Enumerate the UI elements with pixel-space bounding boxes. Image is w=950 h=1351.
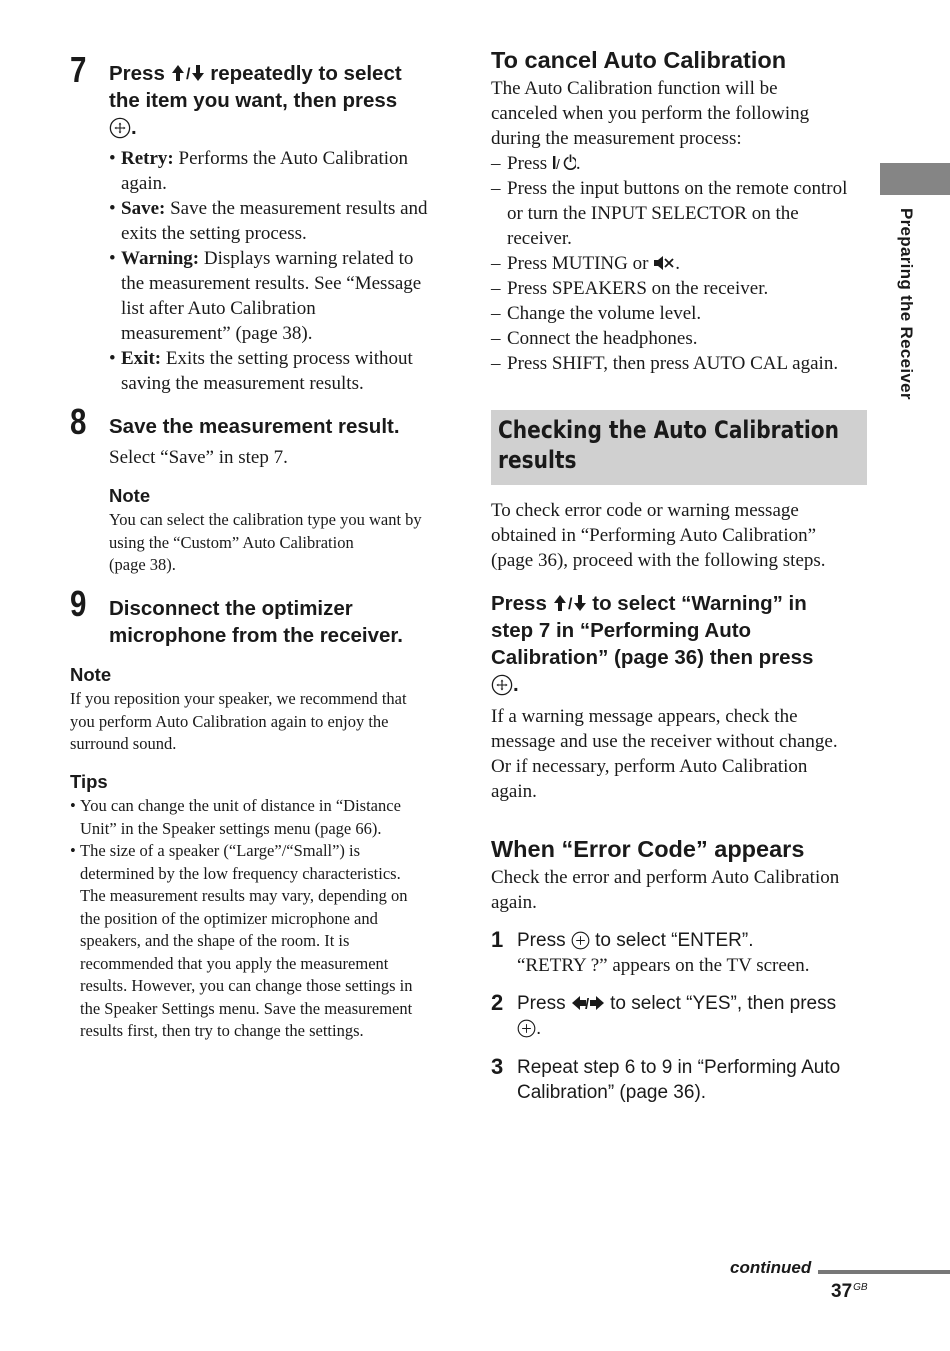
tip-item: • You can change the unit of distance in “Distance Unit” in the Speaker settings menu (page 66). <box>70 796 401 838</box>
svg-text:/: / <box>567 596 573 612</box>
cancel-item-suffix: . <box>675 253 680 274</box>
note-line: You can select the calibration type you want by <box>109 510 422 529</box>
option-text: exits the setting process. <box>121 223 307 244</box>
tip-line: results. However, you can change those settings in <box>80 976 413 995</box>
cancel-intro <box>491 76 871 151</box>
cancel-item-text: Change the volume level. <box>507 303 702 324</box>
intro-line: during the measurement process: <box>491 128 742 149</box>
enter-button-icon <box>517 1019 536 1038</box>
option-text: list after Auto Calibration <box>121 298 316 319</box>
step-7-heading-rest: repeatedly to select <box>210 62 402 85</box>
press-heading-line2: step 7 in “Performing Auto <box>491 619 752 642</box>
step-7-heading-end: . <box>131 116 137 139</box>
option-term: Warning: <box>121 248 200 269</box>
enter-button-icon <box>109 117 131 139</box>
section-title <box>498 415 859 475</box>
svg-text:/: / <box>185 66 191 82</box>
cancel-item-text: Press the input buttons on the remote control <box>507 178 848 199</box>
option-term: Retry: <box>121 148 174 169</box>
error-code-body <box>491 865 871 915</box>
cancel-item: – Connect the headphones. <box>491 328 698 349</box>
step-7-heading <box>109 60 469 141</box>
substep-3 <box>517 1055 872 1105</box>
substep-1 <box>517 928 872 978</box>
section-title-line1: Checking the Auto Calibration <box>498 416 839 444</box>
intro-line: (page 36), proceed with the following steps. <box>491 550 826 571</box>
continued-label: continued <box>730 1258 812 1277</box>
option-text: Save the measurement results and <box>170 198 428 219</box>
note-text <box>70 688 455 756</box>
cancel-item-text: Press <box>507 153 548 174</box>
tip-line: You can change the unit of distance in “Distance <box>80 796 401 815</box>
step-8-note-text <box>109 509 459 577</box>
footer-rule <box>818 1270 950 1274</box>
cancel-item-text: Press SPEAKERS on the receiver. <box>507 278 769 299</box>
option-term: Save: <box>121 198 166 219</box>
option-exit: • Exit: Exits the setting process without saving the measurement results. <box>109 348 413 394</box>
muting-icon <box>653 254 675 272</box>
body-line: again. <box>491 892 537 913</box>
press-heading-end: . <box>513 673 519 696</box>
cancel-item: – Press SPEAKERS on the receiver. <box>491 278 769 299</box>
warning-body <box>491 704 871 804</box>
press-heading-press: Press <box>491 592 547 615</box>
option-text: again. <box>121 173 167 194</box>
tip-line: the position of the optimizer microphone and <box>80 908 378 928</box>
svg-text:/: / <box>584 996 590 1011</box>
left-right-arrows-icon <box>571 995 605 1011</box>
enter-button-icon <box>571 931 590 950</box>
page-number-value: 37 <box>831 1281 853 1302</box>
option-text: Displays warning related to <box>203 248 414 269</box>
press-warning-heading <box>491 590 871 698</box>
body-line: message and use the receiver without change. <box>491 731 838 752</box>
check-intro <box>491 498 871 573</box>
step-7-heading-press: Press <box>109 62 165 85</box>
intro-line: canceled when you perform the following <box>491 103 810 124</box>
option-text: Exits the setting process without <box>165 348 413 369</box>
up-down-arrows-icon <box>553 594 587 612</box>
cancel-item: – Press / . <box>491 153 581 174</box>
cancel-item: – Press SHIFT, then press AUTO CAL again. <box>491 353 839 374</box>
option-text: the measurement results. See “Message <box>121 273 422 294</box>
tip-line: the Speaker Settings menu. Save the measurement <box>80 998 413 1018</box>
cancel-heading: To cancel Auto Calibration <box>491 47 787 73</box>
substep-2 <box>517 991 872 1041</box>
cancel-item-text: Press SHIFT, then press AUTO CAL again. <box>507 353 839 374</box>
cancel-item-text: or turn the INPUT SELECTOR on the <box>507 203 799 224</box>
note-line: surround sound. <box>70 734 177 753</box>
intro-line: To check error code or warning message <box>491 500 799 521</box>
substep-3-number: 3 <box>491 1054 504 1079</box>
cancel-item-text: Connect the headphones. <box>507 328 698 349</box>
step-9-heading-line2: microphone from the receiver. <box>109 624 403 647</box>
option-term: Exit: <box>121 348 162 369</box>
step-8-heading: Save the measurement result. <box>109 415 400 438</box>
option-retry: • Retry: Performs the Auto Calibration again. <box>109 148 409 194</box>
note-line: If you reposition your speaker, we recommend that <box>70 689 407 708</box>
cancel-list <box>491 151 871 376</box>
option-text: saving the measurement results. <box>121 373 364 394</box>
substep-result: “RETRY ?” appears on the TV screen. <box>517 955 810 976</box>
step-9-heading-line1: Disconnect the optimizer <box>109 597 353 620</box>
option-warning: • Warning: Displays warning related to the measurement results. See “Message list after Auto Calibration measurement” (page 38). <box>109 248 422 344</box>
power-icon <box>552 153 576 172</box>
tip-line: The measurement results may vary, depending on <box>80 886 408 905</box>
intro-line: The Auto Calibration function will be <box>491 78 778 99</box>
option-text: Performs the Auto Calibration <box>178 148 409 169</box>
tips-heading: Tips <box>70 771 108 792</box>
note-line: using the “Custom” Auto Calibration <box>109 532 354 552</box>
step-7-heading-line2: the item you want, then press <box>109 89 398 112</box>
cancel-item: – Press MUTING or . <box>491 253 680 274</box>
press-heading-rest: to select “Warning” in <box>592 592 807 615</box>
up-down-arrows-icon <box>171 64 205 82</box>
tip-line: speakers, and the shape of the room. It is <box>80 931 350 950</box>
tip-item: • The size of a speaker (“Large”/“Small”) is determined by the low frequency characteristics. The measurement results may vary, depending on the position of the optimizer microphone and speakers, and the shape of the room. It is recommended that you apply the measurement results. However, you can change those settings in the Speaker Settings menu. Save the measurement results first, then try to change the settings. <box>70 841 413 1040</box>
tips-list <box>70 795 455 1043</box>
body-line: If a warning message appears, check the <box>491 706 798 727</box>
body-line: Check the error and perform Auto Calibration <box>491 867 840 888</box>
tip-line: recommended that you apply the measurement <box>80 953 389 973</box>
step-7-number: 7 <box>70 49 87 90</box>
substep-text: Repeat step 6 to 9 in “Performing Auto <box>517 1057 841 1078</box>
tip-line: Unit” in the Speaker settings menu (page 66). <box>80 818 382 838</box>
cancel-item-text: receiver. <box>507 228 572 249</box>
step-8-number: 8 <box>70 401 87 442</box>
enter-button-icon <box>491 674 513 696</box>
side-tab-marker <box>880 163 950 195</box>
step-8-body: Select “Save” in step 7. <box>109 447 288 468</box>
substep-text: Calibration” (page 36). <box>517 1082 707 1103</box>
page-number <box>831 1281 868 1303</box>
substep-text: to select “ENTER”. <box>595 930 754 951</box>
substep-2-number: 2 <box>491 990 504 1015</box>
intro-line: obtained in “Performing Auto Calibration” <box>491 525 817 546</box>
svg-text:/: / <box>555 156 560 172</box>
substep-1-number: 1 <box>491 927 504 952</box>
note-line: (page 38). <box>109 555 176 574</box>
substep-end: . <box>536 1018 542 1039</box>
section-title-line2: results <box>498 446 577 474</box>
body-line: again. <box>491 781 537 802</box>
substep-text: Press <box>517 930 566 951</box>
cancel-item-suffix: . <box>575 153 581 174</box>
note-line: you perform Auto Calibration again to enjoy the <box>70 711 389 731</box>
cancel-item: – Change the volume level. <box>491 303 702 324</box>
press-heading-line3: Calibration” (page 36) then press <box>491 646 814 669</box>
cancel-item: – Press the input buttons on the remote control or turn the INPUT SELECTOR on the receiver. <box>491 178 848 249</box>
step-9-number: 9 <box>70 583 87 624</box>
tip-line: determined by the low frequency characteristics. <box>80 863 401 883</box>
side-tab-label: Preparing the Receiver <box>897 208 916 400</box>
note-heading: Note <box>70 664 112 685</box>
tip-line: The size of a speaker (“Large”/“Small”) is <box>80 841 361 860</box>
option-text: measurement” (page 38). <box>121 323 313 344</box>
substep-text: Press <box>517 993 566 1014</box>
error-code-heading: When “Error Code” appears <box>491 836 805 862</box>
substep-text: to select “YES”, then press <box>610 993 837 1014</box>
step-9-heading <box>109 595 469 649</box>
page-number-suffix: GB <box>853 1281 868 1293</box>
option-save: • Save: Save the measurement results and exits the setting process. <box>109 198 428 244</box>
step-7-options <box>109 146 459 396</box>
tip-line: results first, then try to change the settings. <box>80 1021 364 1040</box>
step-8-note-heading: Note <box>109 485 151 506</box>
cancel-item-text: Press MUTING or <box>507 253 649 274</box>
body-line: Or if necessary, perform Auto Calibration <box>491 756 808 777</box>
